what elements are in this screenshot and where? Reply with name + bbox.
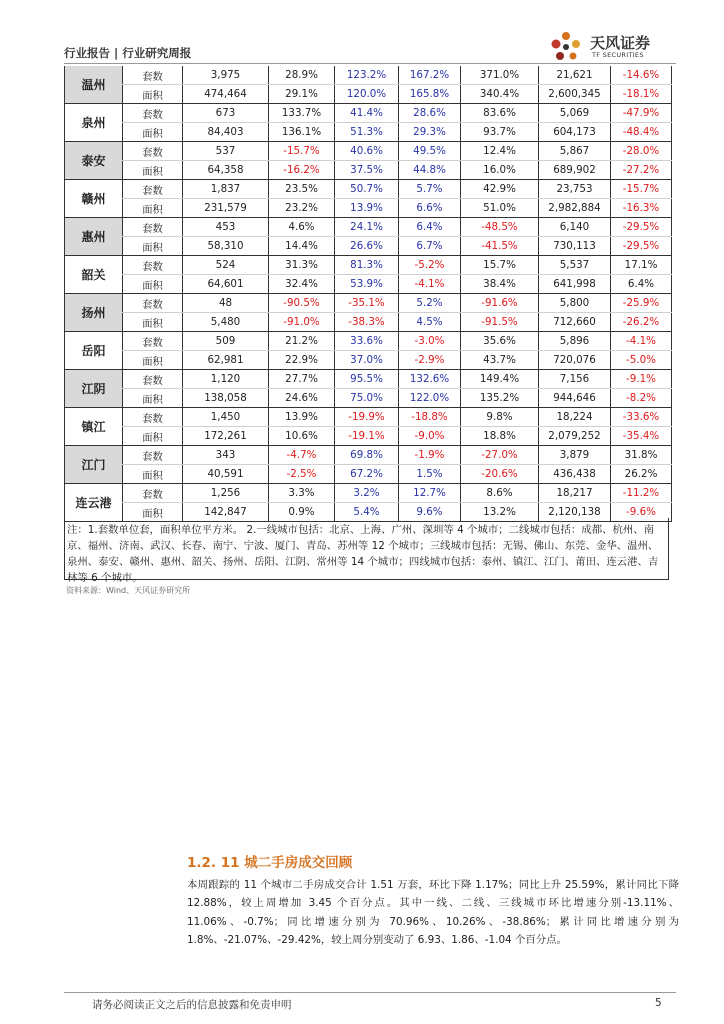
value-cell: -48.4% xyxy=(611,123,672,142)
value-cell: -5.2% xyxy=(399,256,461,275)
value-cell: 58,310 xyxy=(183,237,269,256)
value-cell: 673 xyxy=(183,104,269,123)
value-cell: -18.8% xyxy=(399,408,461,427)
value-cell: 474,464 xyxy=(183,85,269,104)
value-cell: 23,753 xyxy=(539,180,611,199)
value-cell: 122.0% xyxy=(399,389,461,408)
table-row xyxy=(65,465,672,484)
metric-label-cell: 套数 xyxy=(123,256,183,275)
footer-divider xyxy=(64,992,676,993)
metric-label-cell: 面积 xyxy=(123,85,183,104)
value-cell: 62,981 xyxy=(183,351,269,370)
value-cell: -16.3% xyxy=(611,199,672,218)
value-cell: 29.1% xyxy=(269,85,335,104)
value-cell: -15.7% xyxy=(269,142,335,161)
value-cell: 5,537 xyxy=(539,256,611,275)
value-cell: 5.2% xyxy=(399,294,461,313)
value-cell: 33.6% xyxy=(335,332,399,351)
metric-label-cell: 面积 xyxy=(123,313,183,332)
value-cell: 138,058 xyxy=(183,389,269,408)
value-cell: 231,579 xyxy=(183,199,269,218)
value-cell: 6.4% xyxy=(611,275,672,294)
table-row xyxy=(65,199,672,218)
section-title: 1.2. 11 城二手房成交回顾 xyxy=(187,855,353,871)
value-cell: -4.7% xyxy=(269,446,335,465)
value-cell: 132.6% xyxy=(399,370,461,389)
value-cell: 12.7% xyxy=(399,484,461,503)
value-cell: 5.7% xyxy=(399,180,461,199)
value-cell: 689,902 xyxy=(539,161,611,180)
page-number: 5 xyxy=(655,997,662,1009)
city-name-cell: 泰安 xyxy=(65,142,123,180)
value-cell: -91.6% xyxy=(461,294,539,313)
value-cell: 44.8% xyxy=(399,161,461,180)
value-cell: 23.5% xyxy=(269,180,335,199)
value-cell: 172,261 xyxy=(183,427,269,446)
value-cell: -4.1% xyxy=(611,332,672,351)
metric-label-cell: 套数 xyxy=(123,370,183,389)
city-name-cell: 泉州 xyxy=(65,104,123,142)
metric-label-cell: 面积 xyxy=(123,427,183,446)
value-cell: 142,847 xyxy=(183,503,269,522)
value-cell: -91.5% xyxy=(461,313,539,332)
table-row xyxy=(65,484,672,503)
value-cell: -91.0% xyxy=(269,313,335,332)
value-cell: -29.5% xyxy=(611,237,672,256)
value-cell: 21.2% xyxy=(269,332,335,351)
table-note: 注：1.套数单位套，面积单位平方米。 2.一线城市包括：北京、上海、广州、深圳等 4 个城市；二线城市包括：成都、杭州、南京、福州、济南、武汉、长春、南宁、宁波、厦门、青岛、苏州等 12 个城市；三线城市包括：无锡、佛山、东莞、金华、温州、泉州、泰安、赣州、惠州、韶关、扬州、岳阳、江阴、常州等 14 个城市；四线城市包括：泰州、镇江、江门、莆田、连云港、吉林等 6 个城市。 xyxy=(64,518,669,580)
value-cell: 537 xyxy=(183,142,269,161)
value-cell: 75.0% xyxy=(335,389,399,408)
value-cell: 8.6% xyxy=(461,484,539,503)
value-cell: 2,120,138 xyxy=(539,503,611,522)
value-cell: 18,224 xyxy=(539,408,611,427)
value-cell: -16.2% xyxy=(269,161,335,180)
value-cell: 18.8% xyxy=(461,427,539,446)
value-cell: 27.7% xyxy=(269,370,335,389)
value-cell: 13.9% xyxy=(335,199,399,218)
value-cell: -9.6% xyxy=(611,503,672,522)
value-cell: -3.0% xyxy=(399,332,461,351)
value-cell: -4.1% xyxy=(399,275,461,294)
table-row xyxy=(65,313,672,332)
report-header xyxy=(64,30,676,66)
value-cell: 3,879 xyxy=(539,446,611,465)
table-row xyxy=(65,218,672,237)
value-cell: -19.9% xyxy=(335,408,399,427)
value-cell: 1,450 xyxy=(183,408,269,427)
value-cell: 95.5% xyxy=(335,370,399,389)
value-cell: -41.5% xyxy=(461,237,539,256)
metric-label-cell: 面积 xyxy=(123,465,183,484)
value-cell: -35.1% xyxy=(335,294,399,313)
value-cell: -26.2% xyxy=(611,313,672,332)
value-cell: 135.2% xyxy=(461,389,539,408)
table-row xyxy=(65,294,672,313)
value-cell: 509 xyxy=(183,332,269,351)
value-cell: 64,601 xyxy=(183,275,269,294)
table-row xyxy=(65,256,672,275)
value-cell: -28.0% xyxy=(611,142,672,161)
value-cell: 50.7% xyxy=(335,180,399,199)
metric-label-cell: 套数 xyxy=(123,104,183,123)
value-cell: 343 xyxy=(183,446,269,465)
value-cell: 6,140 xyxy=(539,218,611,237)
value-cell: 165.8% xyxy=(399,85,461,104)
value-cell: 31.3% xyxy=(269,256,335,275)
metric-label-cell: 套数 xyxy=(123,66,183,85)
value-cell: 5.4% xyxy=(335,503,399,522)
city-name-cell: 岳阳 xyxy=(65,332,123,370)
value-cell: 1,837 xyxy=(183,180,269,199)
value-cell: 64,358 xyxy=(183,161,269,180)
table-row xyxy=(65,351,672,370)
value-cell: -29.5% xyxy=(611,218,672,237)
city-name-cell: 连云港 xyxy=(65,484,123,522)
value-cell: 23.2% xyxy=(269,199,335,218)
value-cell: 41.4% xyxy=(335,104,399,123)
metric-label-cell: 面积 xyxy=(123,389,183,408)
value-cell: 24.1% xyxy=(335,218,399,237)
city-name-cell: 韶关 xyxy=(65,256,123,294)
value-cell: 28.9% xyxy=(269,66,335,85)
value-cell: 17.1% xyxy=(611,256,672,275)
value-cell: 604,173 xyxy=(539,123,611,142)
value-cell: 371.0% xyxy=(461,66,539,85)
value-cell: 42.9% xyxy=(461,180,539,199)
value-cell: 149.4% xyxy=(461,370,539,389)
value-cell: -11.2% xyxy=(611,484,672,503)
value-cell: 67.2% xyxy=(335,465,399,484)
value-cell: 24.6% xyxy=(269,389,335,408)
table-row xyxy=(65,161,672,180)
value-cell: 14.4% xyxy=(269,237,335,256)
value-cell: 3.3% xyxy=(269,484,335,503)
value-cell: 5,480 xyxy=(183,313,269,332)
table-row xyxy=(65,85,672,104)
value-cell: 9.8% xyxy=(461,408,539,427)
value-cell: 13.9% xyxy=(269,408,335,427)
value-cell: 35.6% xyxy=(461,332,539,351)
value-cell: 944,646 xyxy=(539,389,611,408)
value-cell: 93.7% xyxy=(461,123,539,142)
table-row xyxy=(65,389,672,408)
value-cell: 167.2% xyxy=(399,66,461,85)
value-cell: -9.1% xyxy=(611,370,672,389)
value-cell: 2,600,345 xyxy=(539,85,611,104)
metric-label-cell: 面积 xyxy=(123,503,183,522)
value-cell: 26.2% xyxy=(611,465,672,484)
value-cell: 6.6% xyxy=(399,199,461,218)
table-row xyxy=(65,275,672,294)
table-row xyxy=(65,66,672,85)
value-cell: 26.6% xyxy=(335,237,399,256)
city-name-cell: 江门 xyxy=(65,446,123,484)
value-cell: -5.0% xyxy=(611,351,672,370)
value-cell: -38.3% xyxy=(335,313,399,332)
value-cell: 51.3% xyxy=(335,123,399,142)
value-cell: 524 xyxy=(183,256,269,275)
value-cell: 3,975 xyxy=(183,66,269,85)
value-cell: 730,113 xyxy=(539,237,611,256)
value-cell: 10.6% xyxy=(269,427,335,446)
table-row xyxy=(65,237,672,256)
city-name-cell: 惠州 xyxy=(65,218,123,256)
value-cell: 5,069 xyxy=(539,104,611,123)
table-row xyxy=(65,123,672,142)
logo-subtext: TF SECURITIES xyxy=(592,51,644,59)
value-cell: 120.0% xyxy=(335,85,399,104)
value-cell: 53.9% xyxy=(335,275,399,294)
value-cell: 712,660 xyxy=(539,313,611,332)
value-cell: 720,076 xyxy=(539,351,611,370)
company-logo xyxy=(546,30,666,66)
value-cell: 2,079,252 xyxy=(539,427,611,446)
value-cell: 1,120 xyxy=(183,370,269,389)
city-transaction-table xyxy=(64,66,672,522)
table-row xyxy=(65,332,672,351)
metric-label-cell: 面积 xyxy=(123,275,183,294)
value-cell: 123.2% xyxy=(335,66,399,85)
value-cell: 31.8% xyxy=(611,446,672,465)
value-cell: 29.3% xyxy=(399,123,461,142)
metric-label-cell: 套数 xyxy=(123,142,183,161)
value-cell: -2.9% xyxy=(399,351,461,370)
value-cell: -15.7% xyxy=(611,180,672,199)
value-cell: 22.9% xyxy=(269,351,335,370)
value-cell: -47.9% xyxy=(611,104,672,123)
logo-text: 天风证券 xyxy=(590,34,651,52)
value-cell: 37.5% xyxy=(335,161,399,180)
value-cell: 13.2% xyxy=(461,503,539,522)
city-name-cell: 江阴 xyxy=(65,370,123,408)
value-cell: 28.6% xyxy=(399,104,461,123)
value-cell: 1.5% xyxy=(399,465,461,484)
value-cell: -9.0% xyxy=(399,427,461,446)
value-cell: 18,217 xyxy=(539,484,611,503)
value-cell: 5,800 xyxy=(539,294,611,313)
metric-label-cell: 套数 xyxy=(123,446,183,465)
value-cell: 4.5% xyxy=(399,313,461,332)
value-cell: 6.7% xyxy=(399,237,461,256)
metric-label-cell: 面积 xyxy=(123,199,183,218)
metric-label-cell: 套数 xyxy=(123,332,183,351)
value-cell: -2.5% xyxy=(269,465,335,484)
metric-label-cell: 面积 xyxy=(123,161,183,180)
table-row xyxy=(65,104,672,123)
value-cell: -25.9% xyxy=(611,294,672,313)
value-cell: 32.4% xyxy=(269,275,335,294)
value-cell: 51.0% xyxy=(461,199,539,218)
metric-label-cell: 套数 xyxy=(123,408,183,427)
value-cell: 7,156 xyxy=(539,370,611,389)
value-cell: 40,591 xyxy=(183,465,269,484)
value-cell: -18.1% xyxy=(611,85,672,104)
value-cell: 81.3% xyxy=(335,256,399,275)
value-cell: -19.1% xyxy=(335,427,399,446)
value-cell: 48 xyxy=(183,294,269,313)
value-cell: 43.7% xyxy=(461,351,539,370)
table-row xyxy=(65,427,672,446)
metric-label-cell: 套数 xyxy=(123,484,183,503)
metric-label-cell: 面积 xyxy=(123,123,183,142)
table-row xyxy=(65,408,672,427)
city-name-cell: 扬州 xyxy=(65,294,123,332)
value-cell: -14.6% xyxy=(611,66,672,85)
value-cell: 641,998 xyxy=(539,275,611,294)
value-cell: 0.9% xyxy=(269,503,335,522)
value-cell: 4.6% xyxy=(269,218,335,237)
value-cell: 133.7% xyxy=(269,104,335,123)
table-row xyxy=(65,370,672,389)
value-cell: -33.6% xyxy=(611,408,672,427)
value-cell: -90.5% xyxy=(269,294,335,313)
value-cell: 40.6% xyxy=(335,142,399,161)
value-cell: 21,621 xyxy=(539,66,611,85)
value-cell: -8.2% xyxy=(611,389,672,408)
value-cell: -27.0% xyxy=(461,446,539,465)
value-cell: 16.0% xyxy=(461,161,539,180)
value-cell: 5,896 xyxy=(539,332,611,351)
value-cell: 340.4% xyxy=(461,85,539,104)
value-cell: 84,403 xyxy=(183,123,269,142)
value-cell: 9.6% xyxy=(399,503,461,522)
flower-logo-icon xyxy=(546,30,586,66)
header-divider xyxy=(64,63,676,64)
metric-label-cell: 套数 xyxy=(123,180,183,199)
value-cell: 38.4% xyxy=(461,275,539,294)
value-cell: 69.8% xyxy=(335,446,399,465)
value-cell: 3.2% xyxy=(335,484,399,503)
value-cell: 37.0% xyxy=(335,351,399,370)
disclaimer-text: 请务必阅读正文之后的信息披露和免责申明 xyxy=(92,999,292,1011)
value-cell: 15.7% xyxy=(461,256,539,275)
city-name-cell: 温州 xyxy=(65,66,123,104)
value-cell: 1,256 xyxy=(183,484,269,503)
value-cell: -48.5% xyxy=(461,218,539,237)
value-cell: 136.1% xyxy=(269,123,335,142)
table-row xyxy=(65,142,672,161)
report-type-label: 行业报告 | 行业研究周报 xyxy=(64,46,192,60)
table-row xyxy=(65,180,672,199)
data-source: 资料来源：Wind、天风证券研究所 xyxy=(66,586,191,595)
table-row xyxy=(65,446,672,465)
value-cell: 436,438 xyxy=(539,465,611,484)
value-cell: -1.9% xyxy=(399,446,461,465)
value-cell: -20.6% xyxy=(461,465,539,484)
value-cell: -27.2% xyxy=(611,161,672,180)
value-cell: 83.6% xyxy=(461,104,539,123)
value-cell: 5,867 xyxy=(539,142,611,161)
value-cell: 2,982,884 xyxy=(539,199,611,218)
metric-label-cell: 面积 xyxy=(123,237,183,256)
metric-label-cell: 面积 xyxy=(123,351,183,370)
value-cell: 6.4% xyxy=(399,218,461,237)
value-cell: 49.5% xyxy=(399,142,461,161)
value-cell: -35.4% xyxy=(611,427,672,446)
city-name-cell: 赣州 xyxy=(65,180,123,218)
metric-label-cell: 套数 xyxy=(123,294,183,313)
value-cell: 453 xyxy=(183,218,269,237)
section-body: 本周跟踪的 11 个城市二手房成交合计 1.51 万套，环比下降 1.17%；同比上升 25.59%，累计同比下降 12.88%，较上周增加 3.45 个百分点。其中一线、二线、三线城市环比增速分别-13.11%、11.06%、-0.7%；同比增速分别为 70.96%、10.26%、-38.86%；累计同比增速分别为 1.8%、-21.07%、-29.42%，较上周分别变动了 6.93、1.86、-1.04 个百分点。 xyxy=(187,879,679,946)
value-cell: 12.4% xyxy=(461,142,539,161)
metric-label-cell: 套数 xyxy=(123,218,183,237)
city-name-cell: 镇江 xyxy=(65,408,123,446)
